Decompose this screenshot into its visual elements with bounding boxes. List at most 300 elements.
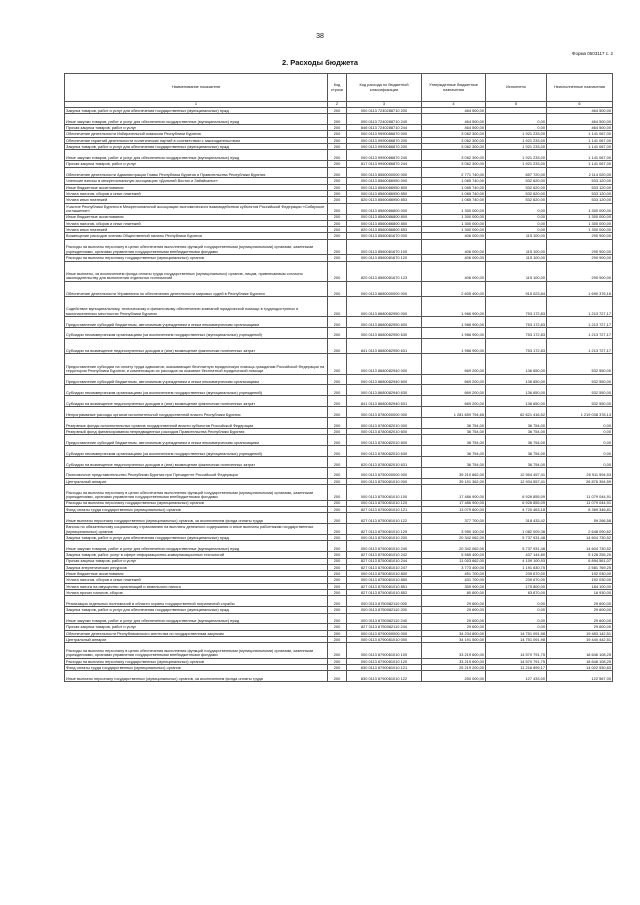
row-executed: 0,00	[486, 220, 547, 226]
row-unexecuted: 1 300 000,00	[547, 227, 613, 233]
row-approved: 3 062 300,00	[422, 144, 486, 150]
row-executed: 115 100,00	[486, 233, 547, 239]
row-unexecuted: 1 213 727,17	[547, 328, 613, 339]
row-class-code: 000 0113 8560086800 000	[347, 203, 422, 214]
row-class-code: 000 0113 8780082010 600	[347, 435, 422, 446]
row-class-code: 000 0113 8750081010 120	[347, 500, 422, 506]
row-approved: 3 062 300,00	[422, 161, 486, 167]
row-executed: 239 670,00	[486, 577, 547, 583]
row-line-code: 200	[328, 552, 347, 558]
row-class-code: 830 0113 8790081010 121	[347, 665, 422, 671]
row-line-code: 200	[328, 197, 347, 203]
row-name: Центральный аппарат	[65, 478, 328, 484]
row-name: Иные закупки товаров, работ и услуг для обеспечения государственных (муниципальных) нужд	[65, 114, 328, 125]
row-class-code: 000 0113 8790081010 000	[347, 637, 422, 643]
row-approved: 464 500,00	[422, 125, 486, 131]
row-unexecuted: 464 500,00	[547, 108, 613, 114]
row-name: Закупка товаров, работ и услуг для обеспечения государственных (муниципальных) нужд	[65, 535, 328, 541]
row-executed: 36 754,00	[486, 457, 547, 468]
row-approved: 3 062 300,00	[422, 137, 486, 143]
row-approved: 33 219 600,00	[422, 643, 486, 659]
row-unexecuted: 192 030,00	[547, 571, 613, 577]
row-executed: 6 926 855,09	[486, 485, 547, 501]
row-approved: 13 079 800,00	[422, 506, 486, 512]
row-executed: 175 800,00	[486, 583, 547, 589]
row-unexecuted: 1 690 376,16	[547, 281, 613, 297]
row-executed: 0,00	[486, 203, 547, 214]
row-line-code: 200	[328, 590, 347, 596]
row-unexecuted: 533 120,00	[547, 191, 613, 197]
header-executed: Исполнено	[486, 74, 547, 102]
row-executed: 115 100,00	[486, 239, 547, 255]
row-unexecuted: 0,00	[547, 446, 613, 457]
row-line-code: 200	[328, 500, 347, 506]
row-line-code: 200	[328, 161, 347, 167]
row-line-code: 200	[328, 457, 347, 468]
row-executed: 14 570 791,75	[486, 658, 547, 664]
row-class-code: 841 0113 8680082950 631	[347, 338, 422, 354]
row-name: Прочая закупка товаров, работ и услуг	[65, 558, 328, 564]
row-approved: 33 219 600,00	[422, 658, 486, 664]
row-unexecuted: 464 500,00	[547, 125, 613, 131]
table-row	[65, 131, 613, 137]
row-unexecuted: 11 079 044,91	[547, 485, 613, 501]
row-approved: 406 000,00	[422, 233, 486, 239]
row-name: Уплата иных платежей	[65, 197, 328, 203]
row-line-code: 200	[328, 564, 347, 570]
row-unexecuted: 290 900,00	[547, 255, 613, 261]
row-class-code: 000 0113 7240288710 200	[347, 108, 422, 114]
row-executed: 36 754,00	[486, 435, 547, 446]
row-unexecuted: 192 030,00	[547, 577, 613, 583]
row-approved: 1 966 900,00	[422, 338, 486, 354]
row-unexecuted: 1 141 067,00	[547, 144, 613, 150]
row-executed: 532 620,00	[486, 191, 547, 197]
row-class-code: 830 0113 8790081010 122	[347, 671, 422, 682]
row-line-code: 200	[328, 571, 347, 577]
row-class-code: 000 0113 8750081010 240	[347, 541, 422, 552]
row-line-code: 200	[328, 624, 347, 630]
row-class-code: 000 0113 8750082110 200	[347, 607, 422, 613]
row-executed: 0,00	[486, 613, 547, 624]
row-executed: 0,00	[486, 227, 547, 233]
row-name: Закупка энергетических ресурсов	[65, 564, 328, 570]
row-executed: 1 082 009,38	[486, 524, 547, 535]
row-unexecuted: 14 604 730,52	[547, 535, 613, 541]
row-unexecuted: 532 550,00	[547, 396, 613, 407]
row-line-code: 200	[328, 385, 347, 396]
row-line-code: 200	[328, 418, 347, 429]
row-executed: 36 754,00	[486, 429, 547, 435]
row-line-code: 200	[328, 630, 347, 636]
row-line-code: 200	[328, 167, 347, 178]
row-approved: 406 000,00	[422, 255, 486, 261]
row-approved: 3 062 300,00	[422, 150, 486, 161]
row-class-code: 827 0113 8750081010 129	[347, 524, 422, 535]
row-name: Участие Республики Бурятия в Межрегиональной ассоциации экономического взаимодействия субъектов Российской Федерации «Сибирское соглашение»	[65, 203, 328, 214]
col-number: 1	[65, 102, 328, 108]
row-unexecuted: 18 646 108,25	[547, 658, 613, 664]
row-executed: 115 100,00	[486, 255, 547, 261]
row-unexecuted: 1 141 067,00	[547, 131, 613, 137]
row-name: Иные закупки товаров, работ и услуг для обеспечения государственных (муниципальных) нужд	[65, 150, 328, 161]
table-row	[65, 671, 613, 682]
row-line-code: 200	[328, 396, 347, 407]
row-line-code: 200	[328, 583, 347, 589]
row-line-code: 200	[328, 468, 347, 479]
table-row	[65, 583, 613, 589]
table-row	[65, 255, 613, 261]
row-line-code: 200	[328, 131, 347, 137]
row-line-code: 200	[328, 125, 347, 131]
row-line-code: 200	[328, 671, 347, 682]
row-class-code: 000 0113 8560086800 800	[347, 214, 422, 220]
row-class-code: 000 0113 8750081010 200	[347, 535, 422, 541]
row-executed: 532 620,00	[486, 184, 547, 190]
row-class-code: 000 0113 8560086950 800	[347, 184, 422, 190]
row-executed: 437 144,80	[486, 552, 547, 558]
row-name: Расходы на выплаты персоналу в целях обеспечения выполнения функций государственными (муниципальными) органами, казенными учреждениями, органами управления государственными внебюджетными фондами	[65, 485, 328, 501]
row-unexecuted: 2 648 090,62	[547, 524, 613, 535]
row-line-code: 200	[328, 317, 347, 328]
row-class-code: 827 0113 8750081010 121	[347, 506, 422, 512]
row-name: Субсидии некоммерческим организациям (за исключением государственных (муниципальных) учреждений)	[65, 446, 328, 457]
row-class-code: 820 0113 8560086800 853	[347, 227, 422, 233]
row-line-code: 200	[328, 239, 347, 255]
row-class-code: 000 0113 7240288710 240	[347, 114, 422, 125]
row-executed: 0,00	[486, 596, 547, 607]
row-approved: 1 065 740,00	[422, 191, 486, 197]
row-name: Расходы на выплаты персоналу в целях обеспечения выполнения функций государственными (муниципальными) органами, казенными учреждениями, органами управления государственными внебюджетными фондами	[65, 239, 328, 255]
row-name: Резервные фонды исполнительных органов государственной власти субъектов Российской Федерации	[65, 418, 328, 429]
row-name: Возмещение расходов членам Общественной палаты Республики Бурятия	[65, 233, 328, 239]
row-approved: 36 754,00	[422, 457, 486, 468]
row-approved: 29 600,00	[422, 624, 486, 630]
row-class-code: 000 0113 8680082940 600	[347, 374, 422, 385]
col-number: 5	[486, 102, 547, 108]
row-name: Фонд оплаты труда государственных (муниципальных) органов	[65, 506, 328, 512]
table-row	[65, 354, 613, 374]
row-line-code: 200	[328, 613, 347, 624]
header-approved: Утвержденные бюджетные назначения	[422, 74, 486, 102]
row-name: Прочая закупка товаров, работ и услуг	[65, 624, 328, 630]
table-row	[65, 613, 613, 624]
table-row	[65, 506, 613, 512]
row-line-code: 200	[328, 435, 347, 446]
row-line-code: 200	[328, 407, 347, 418]
row-class-code: 827 0113 8750082110 244	[347, 624, 422, 630]
row-executed: 14 751 091,98	[486, 630, 547, 636]
row-unexecuted: 29 600,00	[547, 613, 613, 624]
row-executed: 136 650,00	[486, 354, 547, 374]
row-unexecuted: 59 266,58	[547, 513, 613, 524]
row-class-code: 000 0113 8750081010 850	[347, 577, 422, 583]
row-executed: 0,00	[486, 624, 547, 630]
row-line-code: 200	[328, 478, 347, 484]
row-line-code: 200	[328, 374, 347, 385]
row-approved: 250 000,00	[422, 671, 486, 682]
row-executed: 318 433,42	[486, 513, 547, 524]
table-row	[65, 541, 613, 552]
row-name: Полномочное представительство Республики Бурятия при Президенте Российской Федерации	[65, 468, 328, 479]
row-executed: 753 172,83	[486, 297, 547, 317]
row-line-code: 200	[328, 665, 347, 671]
row-class-code: 000 0113 9990086870 200	[347, 137, 422, 143]
row-executed: 239 670,00	[486, 571, 547, 577]
table-row	[65, 167, 613, 178]
row-approved: 2 771 740,00	[422, 167, 486, 178]
row-name: Иные бюджетные ассигнования	[65, 214, 328, 220]
row-approved: 464 500,00	[422, 108, 486, 114]
table-row	[65, 446, 613, 457]
row-name: Расходы на выплаты персоналу в целях обеспечения выполнения функций государственными (муниципальными) органами, казенными учреждениями, органами управления государственными внебюджетными фондами	[65, 643, 328, 659]
row-name: Субсидии на возмещение недополученных доходов и (или) возмещение фактически понесенных затрат	[65, 338, 328, 354]
row-class-code: 827 0113 8750081010 247	[347, 564, 422, 570]
table-row	[65, 535, 613, 541]
row-line-code: 200	[328, 637, 347, 643]
table-row	[65, 665, 613, 671]
row-line-code: 200	[328, 596, 347, 607]
row-approved: 29 600,00	[422, 596, 486, 607]
row-approved: 29 600,00	[422, 607, 486, 613]
row-class-code: 000 0113 8780082010 000	[347, 418, 422, 429]
row-class-code: 000 0113 8680082950 600	[347, 317, 422, 328]
row-unexecuted: 532 550,00	[547, 385, 613, 396]
row-name: Обеспечение деятельности Администрации Главы Республики Бурятия и Правительства Республики Бурятия	[65, 167, 328, 178]
row-unexecuted: 532 550,00	[547, 354, 613, 374]
row-line-code: 200	[328, 524, 347, 535]
row-unexecuted: 0,00	[547, 457, 613, 468]
table-row	[65, 658, 613, 664]
row-executed: 5 737 931,48	[486, 541, 547, 552]
row-executed: 915 023,84	[486, 281, 547, 297]
row-approved: 431 700,00	[422, 577, 486, 583]
table-row	[65, 328, 613, 339]
row-line-code: 200	[328, 338, 347, 354]
row-approved: 1 300 000,00	[422, 214, 486, 220]
row-name: Субсидии на возмещение недополученных доходов и (или) возмещение фактически понесенных затрат	[65, 457, 328, 468]
row-approved: 406 000,00	[422, 261, 486, 281]
row-executed: 136 650,00	[486, 396, 547, 407]
row-class-code: 000 0113 8780082010 600	[347, 429, 422, 435]
row-approved: 29 600,00	[422, 613, 486, 624]
row-unexecuted: 1 141 067,00	[547, 137, 613, 143]
table-row	[65, 137, 613, 143]
row-class-code: 827 0113 8750081010 851	[347, 583, 422, 589]
row-line-code: 200	[328, 607, 347, 613]
row-class-code: 000 0113 8560086800 850	[347, 220, 422, 226]
table-row	[65, 468, 613, 479]
row-class-code: 000 0113 8680082940 630	[347, 385, 422, 396]
row-approved: 5 565 400,00	[422, 552, 486, 558]
row-name: Иные бюджетные ассигнования	[65, 184, 328, 190]
row-approved: 20 342 062,00	[422, 541, 486, 552]
table-row	[65, 643, 613, 659]
row-unexecuted: 122 567,00	[547, 671, 613, 682]
row-name: Предоставление субсидий бюджетным, автономным учреждениям и иным некоммерческим организациям	[65, 435, 328, 446]
table-body	[65, 108, 613, 682]
row-executed: 1 921 233,00	[486, 137, 547, 143]
row-approved: 2 605 400,00	[422, 281, 486, 297]
row-unexecuted: 1 219 038 378,13	[547, 407, 613, 418]
row-name: Предоставление субсидий бюджетным, автономным учреждениям и иным некоммерческим организациям	[65, 317, 328, 328]
row-class-code: 000 0113 8780082010 630	[347, 446, 422, 457]
row-name: Субсидии на возмещение недополученных доходов и (или) возмещение фактически понесенных затрат	[65, 396, 328, 407]
row-name: Прочая закупка товаров, работ и услуг	[65, 125, 328, 131]
row-line-code: 200	[328, 108, 347, 114]
row-class-code: 846 0113 7240288710 244	[347, 125, 422, 131]
table-row	[65, 114, 613, 125]
row-approved: 36 754,00	[422, 418, 486, 429]
row-unexecuted: 29 600,00	[547, 607, 613, 613]
row-line-code: 200	[328, 541, 347, 552]
row-unexecuted: 8 369 346,81	[547, 506, 613, 512]
row-approved: 1 300 000,00	[422, 227, 486, 233]
row-approved: 1 966 900,00	[422, 317, 486, 328]
table-row	[65, 630, 613, 636]
row-unexecuted: 1 213 727,17	[547, 317, 613, 328]
row-approved: 1 281 659 794,65	[422, 407, 486, 418]
expenses-table	[64, 73, 613, 682]
row-executed: 14 570 791,75	[486, 643, 547, 659]
row-unexecuted: 1 300 000,00	[547, 203, 613, 214]
table-row	[65, 500, 613, 506]
row-class-code: 000 0113 8560086950 850	[347, 191, 422, 197]
table-row	[65, 317, 613, 328]
row-name: Субсидии некоммерческим организациям (за исключением государственных (муниципальных) учреждений)	[65, 385, 328, 396]
table-row	[65, 178, 613, 184]
row-approved: 359 900,00	[422, 583, 486, 589]
row-unexecuted: 184 100,00	[547, 583, 613, 589]
row-unexecuted: 0,00	[547, 418, 613, 429]
row-class-code: 000 0113 8750000000 000	[347, 468, 422, 479]
row-class-code: 817 0113 9990086870 244	[347, 161, 422, 167]
row-line-code: 200	[328, 227, 347, 233]
row-approved: 1 065 740,00	[422, 197, 486, 203]
row-class-code: 000 0113 8560081670 000	[347, 233, 422, 239]
row-name: Обеспечение гарантий деятельности политических партий в соответствии с законодательством	[65, 137, 328, 143]
row-class-code: 000 0113 9990086870 200	[347, 144, 422, 150]
row-unexecuted: 14 002 530,83	[547, 665, 613, 671]
row-line-code: 200	[328, 658, 347, 664]
row-name: Содействие муниципальному, техническому и финансовому обеспечению компаний юридической помощи в труднодоступных и малонаселенных местностях Республики Бурятия	[65, 297, 328, 317]
row-approved: 3 062 300,00	[422, 131, 486, 137]
row-executed: 0,00	[486, 607, 547, 613]
header-line-code: Код строки	[328, 74, 347, 102]
row-approved: 34 191 500,00	[422, 637, 486, 643]
row-executed: 36 754,00	[486, 418, 547, 429]
row-line-code: 200	[328, 214, 347, 220]
row-approved: 3 950 100,00	[422, 524, 486, 535]
row-executed: 1 921 233,00	[486, 161, 547, 167]
row-unexecuted: 532 550,00	[547, 374, 613, 385]
row-class-code: 000 0113 8680082940 000	[347, 354, 422, 374]
table-row	[65, 457, 613, 468]
page-number: 38	[316, 33, 324, 40]
table-row	[65, 374, 613, 385]
row-unexecuted: 11 079 044,91	[547, 500, 613, 506]
row-name: Уплата налогов, сборов и иных платежей	[65, 577, 328, 583]
row-approved: 669 200,00	[422, 374, 486, 385]
row-class-code: 820 0113 8560081670 123	[347, 261, 422, 281]
row-name: Расходы на выплаты персоналу государственных (муниципальных) органов	[65, 500, 328, 506]
row-unexecuted: 19 483 142,51	[547, 630, 613, 636]
row-executed: 12 934 557,41	[486, 478, 547, 484]
row-unexecuted: 29 600,00	[547, 596, 613, 607]
table-row	[65, 144, 613, 150]
row-executed: 753 172,83	[486, 328, 547, 339]
row-line-code: 200	[328, 191, 347, 197]
table-row	[65, 338, 613, 354]
row-class-code: 000 0113 8780000000 000	[347, 407, 422, 418]
row-unexecuted: 26 911 594,53	[547, 468, 613, 479]
row-approved: 3 773 400,00	[422, 564, 486, 570]
row-unexecuted: 5 128 255,20	[547, 552, 613, 558]
row-name: Реализация отдельных полномочий в области охраны государственной пограничной службы	[65, 596, 328, 607]
row-unexecuted: 0,00	[547, 435, 613, 446]
table-row	[65, 233, 613, 239]
table-header-row	[65, 74, 613, 102]
row-name: Взносы по обязательному социальному страхованию на выплаты денежного содержания и иные выплаты работникам государственных (муниципальных) органов	[65, 524, 328, 535]
row-name: Уплата налога на имущество организаций и земельного налога	[65, 583, 328, 589]
table-row	[65, 396, 613, 407]
row-executed: 753 172,83	[486, 317, 547, 328]
row-unexecuted: 1 141 067,00	[547, 161, 613, 167]
row-executed: 0,00	[486, 114, 547, 125]
table-row	[65, 385, 613, 396]
row-executed: 0,00	[486, 125, 547, 131]
row-approved: 1 966 900,00	[422, 328, 486, 339]
row-name: Расходы на выплаты персоналу государственных (муниципальных) органов	[65, 658, 328, 664]
row-unexecuted: 290 900,00	[547, 233, 613, 239]
row-executed: 657 720,00	[486, 167, 547, 178]
row-unexecuted: 464 500,00	[547, 114, 613, 125]
col-number: 4	[422, 102, 486, 108]
row-name: Иные выплаты персоналу государственных (муниципальных) органов, за исключением фонда оплаты труда	[65, 671, 328, 682]
row-name: Предоставление субсидий бюджетным, автономным учреждениям и иным некоммерческим организациям	[65, 374, 328, 385]
row-unexecuted: 290 900,00	[547, 261, 613, 281]
row-class-code: 000 0113 8560081670 100	[347, 239, 422, 255]
row-class-code: 000 0113 8750081010 100	[347, 485, 422, 501]
row-line-code: 200	[328, 577, 347, 583]
row-class-code: 000 0113 8560086950 000	[347, 178, 422, 184]
row-executed: 5 737 931,48	[486, 535, 547, 541]
row-executed: 12 954 457,41	[486, 468, 547, 479]
row-unexecuted: 6 894 561,07	[547, 558, 613, 564]
row-executed: 1 921 233,00	[486, 144, 547, 150]
row-executed: 753 172,83	[486, 338, 547, 354]
row-line-code: 200	[328, 506, 347, 512]
row-class-code: 000 0113 8680082950 630	[347, 328, 422, 339]
row-name: Расходы на выплаты персоналу государственных (муниципальных) органов	[65, 255, 328, 261]
row-unexecuted: 1 213 727,17	[547, 297, 613, 317]
row-class-code: 827 0113 8750081010 852	[347, 590, 422, 596]
row-approved: 464 500,00	[422, 114, 486, 125]
row-name: Прочая закупка товаров, работ и услуг	[65, 161, 328, 167]
row-line-code: 200	[328, 643, 347, 659]
row-approved: 34 234 800,00	[422, 630, 486, 636]
row-class-code: 000 0113 8560081670 120	[347, 255, 422, 261]
row-class-code: 000 0113 8790081010 120	[347, 658, 422, 664]
row-line-code: 200	[328, 233, 347, 239]
row-line-code: 200	[328, 281, 347, 297]
row-unexecuted: 18 646 108,25	[547, 643, 613, 659]
row-name: Уплата налогов, сборов и иных платежей	[65, 191, 328, 197]
row-name: Обеспечение деятельности Избирательной комиссии Республики Бурятия	[65, 131, 328, 137]
row-name: Уплата налогов, сборов и иных платежей	[65, 220, 328, 226]
row-approved: 36 754,00	[422, 446, 486, 457]
table-row	[65, 281, 613, 297]
